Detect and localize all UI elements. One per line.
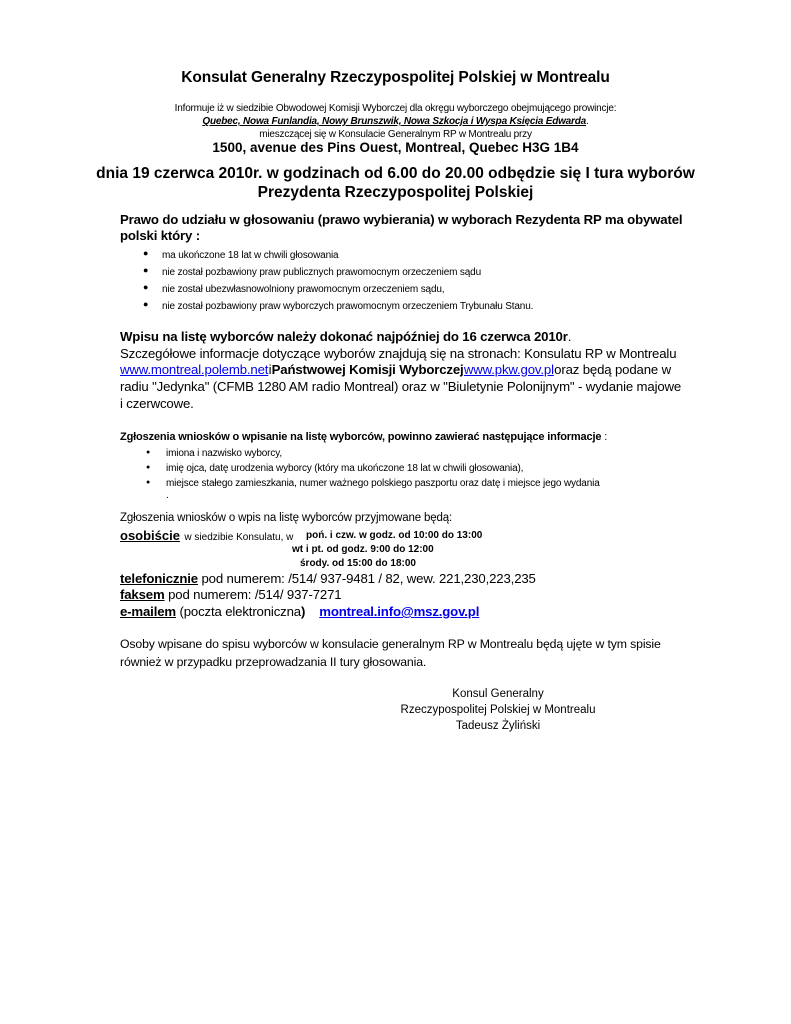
phone-label: telefonicznie <box>120 571 198 586</box>
hours-3: środy. od 15:00 do 18:00 <box>300 558 416 569</box>
pkw-link[interactable]: www.pkw.gov.pl <box>463 362 554 377</box>
election-date-line: dnia 19 czerwca 2010r. w godzinach od 6.00 do 20.00 odbędzie się I tura wyborów <box>96 165 695 182</box>
signature-org: Rzeczypospolitej Polskiej w Montrealu <box>400 704 596 716</box>
list-item: ma ukończone 18 lat w chwili głosowania <box>162 250 339 261</box>
email-line: e-mailem (poczta elektroniczna) montreal.info@msz.gov.pl <box>120 604 480 619</box>
list-item: imiona i nazwisko wyborcy, <box>166 448 282 459</box>
hours-1: poń. i czw. w godz. od 10:00 do 13:00 <box>306 530 483 541</box>
phone-line: telefonicznie pod numerem: /514/ 937-9481 / 82, wew. 221,230,223,235 <box>120 571 536 586</box>
address: 1500, avenue des Pins Ouest, Montreal, Quebec H3G 1B4 <box>212 140 579 155</box>
bullet: ● <box>146 464 151 471</box>
bullet: ● <box>143 282 149 292</box>
bullet: ● <box>143 265 149 275</box>
bullet: ● <box>146 479 151 486</box>
list-item: nie został pozbawiony praw publicznych prawomocnym orzeczeniem sądu <box>162 267 481 278</box>
pkw-name: Państwowej Komisji Wyborczej <box>271 362 464 377</box>
links-line: www.montreal.polemb.net i Państwowej Komisji Wyborczej www.pkw.gov.pl oraz będą podane w <box>120 362 671 377</box>
deadline-line: Wpisu na listę wyborców należy dokonać najpóźniej do 16 czerwca 2010r. <box>120 329 572 344</box>
provinces: Quebec, Nowa Funlandia, Nowy Brunszwik, Nowa Szkocja i Wyspa Księcia Edwarda <box>202 116 587 127</box>
fax-label: faksem <box>120 587 165 602</box>
election-title-line: Prezydenta Rzeczypospolitej Polskiej <box>257 184 534 201</box>
email-link[interactable]: montreal.info@msz.gov.pl <box>319 604 480 619</box>
rights-heading: Prawo do udziału w głosowaniu (prawo wybierania) w wyborach Rezydenta RP ma obywatel <box>120 212 683 227</box>
signature-name: Tadeusz Żyliński <box>455 720 541 732</box>
page-title: Konsulat Generalny Rzeczypospolitej Polskiej w Montrealu <box>181 69 610 86</box>
location-line: mieszczącej się w Konsulacie Generalnym RP w Montrealu przy <box>259 129 532 140</box>
applications-heading: Zgłoszenia wniosków o wpisanie na listę wyborców, powinno zawierać następujące informacje : <box>120 431 608 443</box>
list-item: nie został pozbawiony praw wyborczych prawomocnym orzeczeniem Trybunału Stanu. <box>162 301 534 312</box>
bullet: ● <box>143 248 149 258</box>
list-dot: . <box>166 490 169 501</box>
email-label: e-mailem <box>120 604 176 619</box>
note-line-1: Osoby wpisane do spisu wyborców w konsulacie generalnym RP w Montrealu będą ujęte w tym spisie <box>120 637 661 651</box>
list-item: imię ojca, datę urodzenia wyborcy (który ma ukończone 18 lat w chwili głosowania), <box>166 463 524 474</box>
bullet: ● <box>143 299 149 309</box>
info-line: Szczegółowe informacje dotyczące wyborów znajdują się na stronach: Konsulatu RP w Montrealu <box>120 346 677 361</box>
fax-line: faksem pod numerem: /514/ 937-7271 <box>120 587 342 602</box>
consulate-link[interactable]: www.montreal.polemb.net <box>120 362 269 377</box>
bullet: ● <box>146 449 151 456</box>
personally-line: osobiście w siedzibie Konsulatu, w <box>120 528 294 543</box>
provinces-line: Quebec, Nowa Funlandia, Nowy Brunszwik, Nowa Szkocja i Wyspa Księcia Edwarda. <box>202 116 589 127</box>
accepted-intro: Zgłoszenia wniosków o wpis na listę wyborców przyjmowane będą: <box>120 512 453 524</box>
list-item: miejsce stałego zamieszkania, numer ważnego polskiego paszportu oraz datę i miejsce jego wydania <box>166 478 600 489</box>
radio-line: radiu "Jedynka" (CFMB 1280 AM radio Montreal) oraz w "Biuletynie Polonijnym" - wydanie majowe <box>120 379 682 394</box>
intro-line: Informuje iż w siedzibie Obwodowej Komisji Wyborczej dla okręgu wyborczego obejmującego prowincje: <box>174 103 617 114</box>
personally-label: osobiście <box>120 528 180 543</box>
hours-2: wt i pt. od godz. 9:00 do 12:00 <box>292 544 434 555</box>
note-line-2: również w przypadku przeprowadzania II tury głosowania. <box>120 655 427 669</box>
signature-title: Konsul Generalny <box>452 688 544 700</box>
rights-heading-cont: polski który : <box>120 228 200 243</box>
radio-line-end: i czerwcowe. <box>120 396 194 411</box>
list-item: nie został ubezwłasnowolniony prawomocnym orzeczeniem sądu, <box>162 284 445 295</box>
